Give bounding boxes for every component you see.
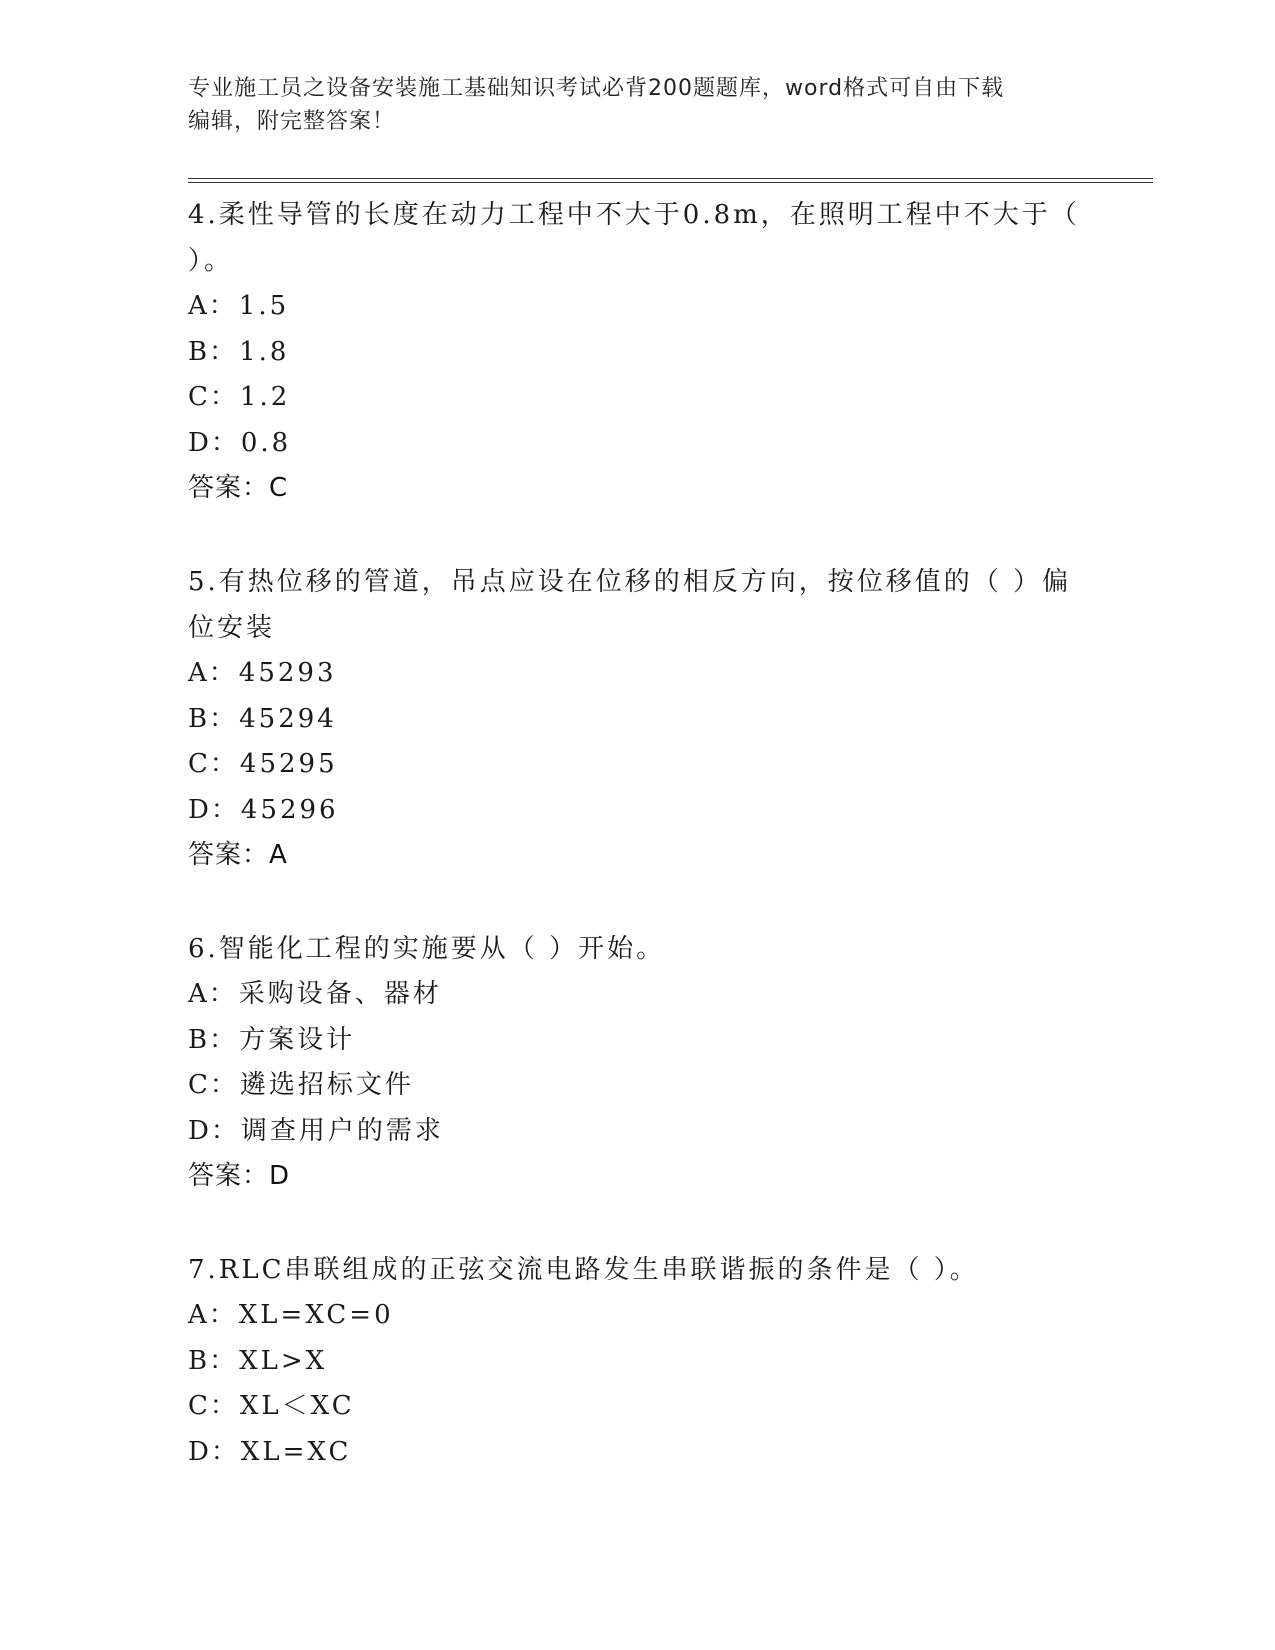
option-text: 45296 [240,794,339,825]
question-stem: 4.柔性导管的长度在动力工程中不大于0.8m，在照明工程中不大于（ ）。 [188,200,1080,276]
option-b [188,330,1088,376]
option-text: XL=XC=0 [238,1300,394,1330]
option-key: A： [188,291,237,321]
option-key: B： [188,336,238,367]
question-stem: 6.智能化工程的实施要从（ ）开始。 [188,934,666,964]
header-line-1: 专业施工员之设备安装施工基础知识考试必背200题题库，word格式可自由下载 [188,76,1005,101]
question-spacer [188,511,1088,557]
question-list [188,190,1088,1475]
answer-line: 答案：D [188,1161,291,1191]
option-key: C： [188,382,238,412]
option-key: C： [188,1070,238,1100]
option-text: 1.8 [239,336,290,367]
answer-line: 答案：C [188,473,289,503]
option-text: 1.5 [238,291,290,321]
question-spacer [188,1199,1088,1245]
option-text: 45295 [239,749,338,779]
question-item [188,190,1088,511]
question-stem: 7.RLC串联组成的正弦交流电路发生串联谐振的条件是（ ）。 [188,1255,979,1285]
option-text: 调查用户的需求 [240,1115,444,1146]
option-key: A： [188,979,237,1009]
option-d [188,1430,1088,1476]
option-b [188,697,1088,743]
option-text: 1.2 [239,382,291,412]
option-text: XL＜XC [239,1391,355,1421]
answer-line: 答案：A [188,840,288,870]
option-key: D： [188,1115,239,1146]
option-text: 0.8 [240,427,292,458]
option-key: C： [188,1391,238,1421]
option-key: B： [188,703,238,734]
option-text: XL>X [239,1345,328,1376]
header-divider-top [188,178,1153,179]
option-text: XL=XC [240,1436,352,1467]
option-text: 45294 [239,703,337,734]
option-key: A： [188,1300,237,1330]
question-stem: 5.有热位移的管道，吊点应设在位移的相反方向，按位移值的（ ）偏位安装 [188,567,1072,643]
header-line-2: 编辑，附完整答案！ [188,109,396,134]
option-d [188,1109,1088,1155]
option-c [188,742,1088,788]
option-text: 方案设计 [239,1024,356,1055]
option-c [188,1384,1088,1430]
option-key: D： [188,427,239,458]
option-a [188,972,1088,1018]
question-item [188,557,1088,878]
option-d [188,788,1088,834]
option-text: 采购设备、器材 [238,979,442,1009]
option-key: B： [188,1024,238,1055]
option-key: A： [188,658,237,688]
option-b [188,1339,1088,1385]
document-header [188,72,1088,138]
option-key: D： [188,794,239,825]
option-a [188,284,1088,330]
question-spacer [188,878,1088,924]
option-text: 45293 [238,658,337,688]
option-a [188,651,1088,697]
option-key: B： [188,1345,238,1376]
question-item [188,924,1088,1199]
header-divider-bottom [188,182,1153,183]
option-a [188,1293,1088,1339]
option-d [188,421,1088,467]
option-key: D： [188,1436,239,1467]
question-item [188,1245,1088,1475]
option-c [188,1063,1088,1109]
option-b [188,1018,1088,1064]
option-text: 遴选招标文件 [239,1070,414,1100]
option-c [188,375,1088,421]
option-key: C： [188,749,238,779]
